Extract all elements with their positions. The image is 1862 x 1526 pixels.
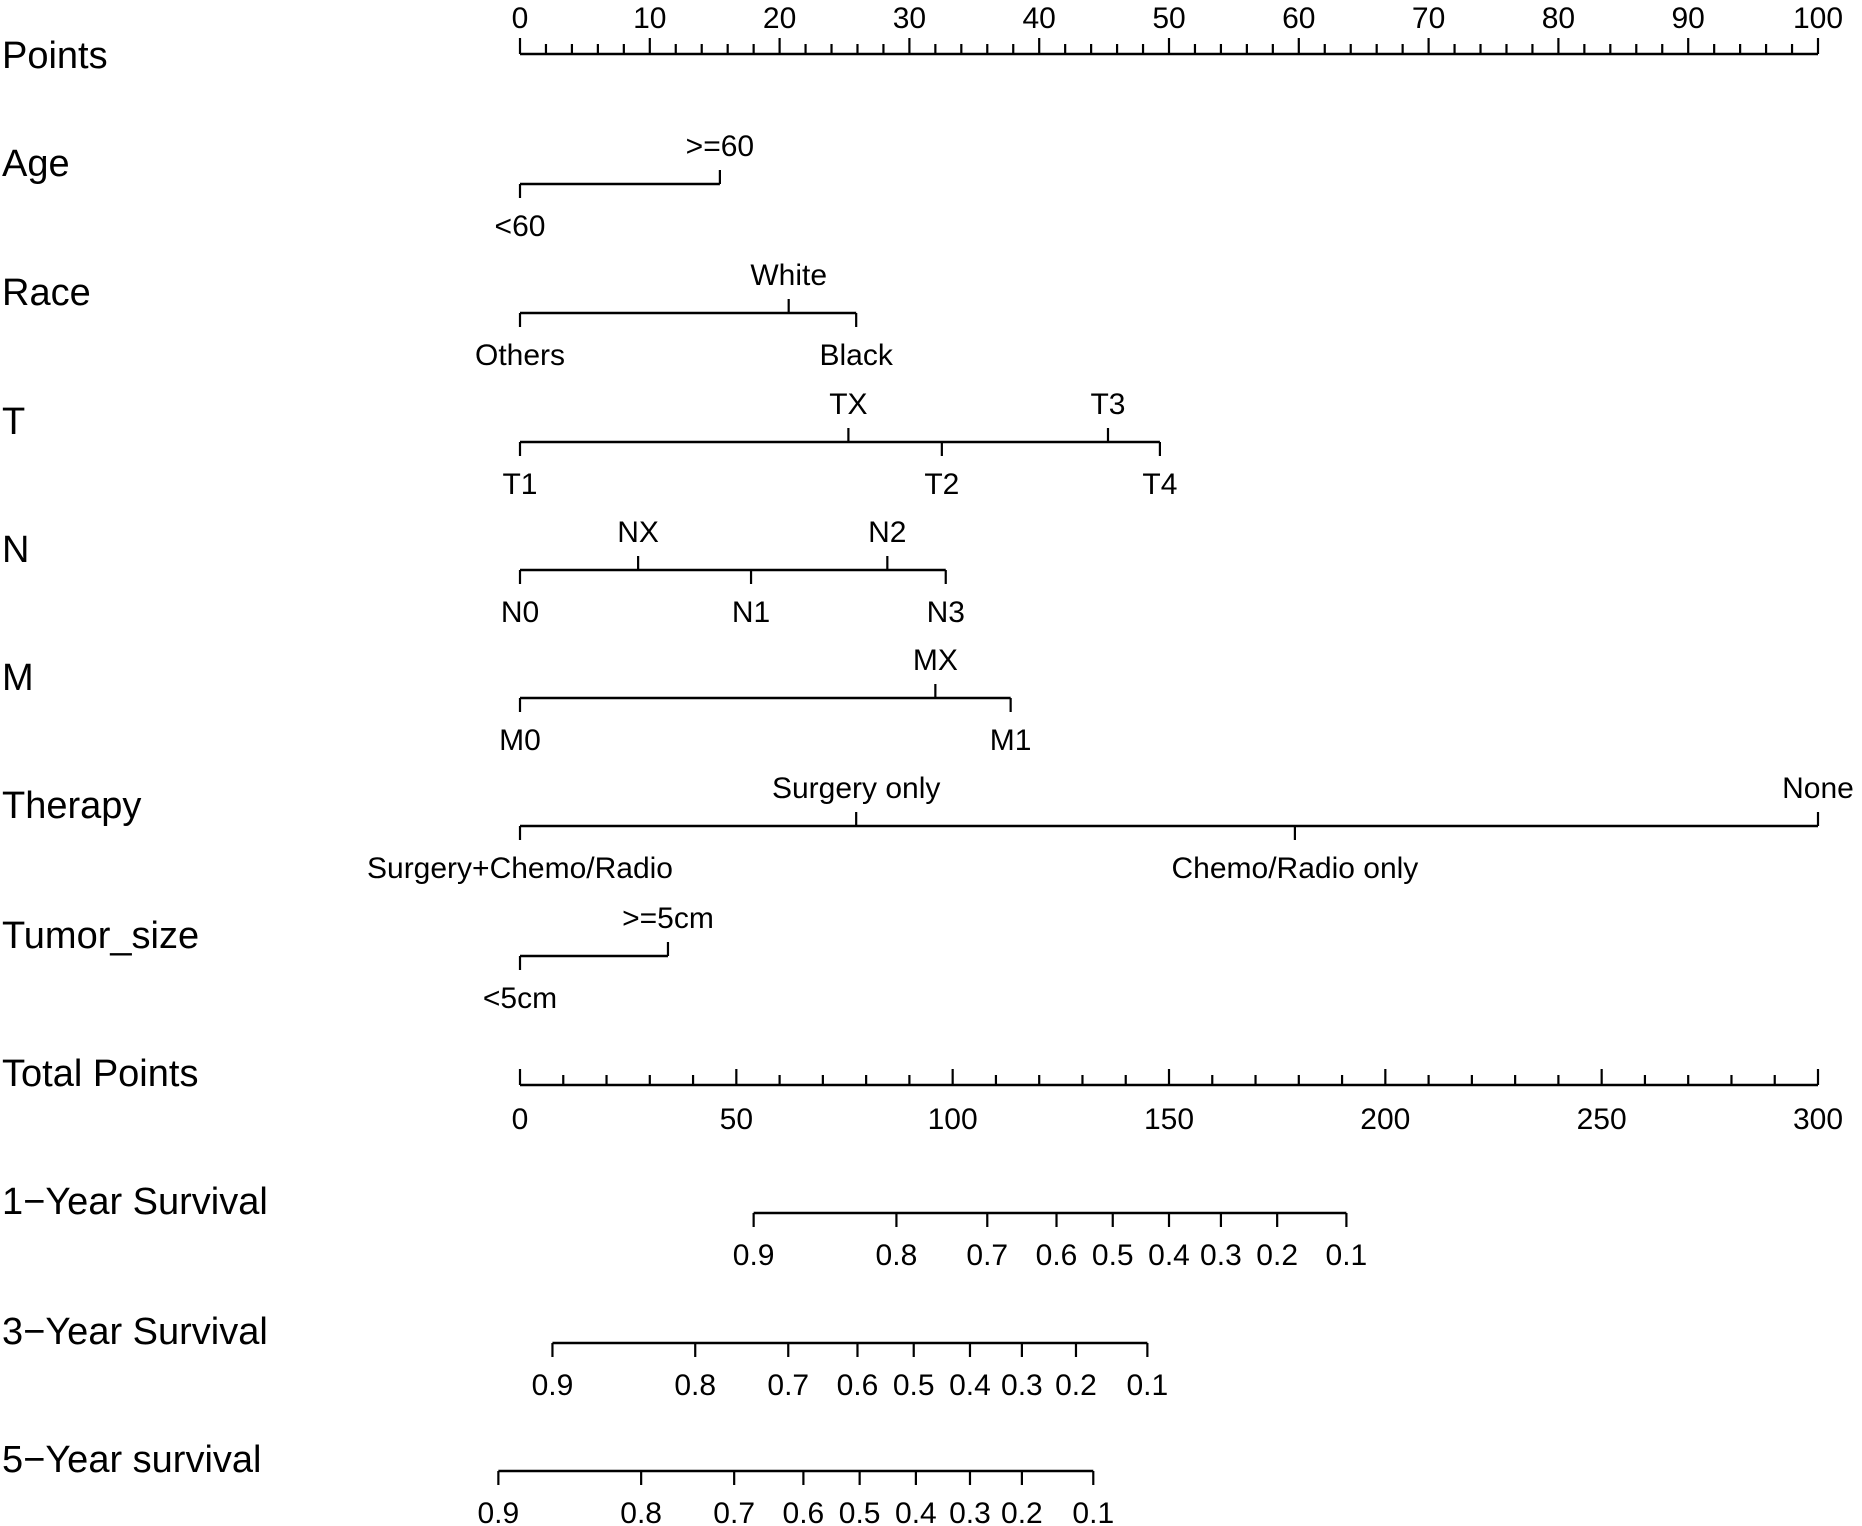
total-points-tick-label: 300 [1792, 1103, 1844, 1136]
points-axis-tick-label: 0 [511, 2, 529, 35]
survival-axis-label-1: 1−Year Survival [2, 1181, 268, 1223]
survival-tick-label: 0.7 [966, 1239, 1009, 1272]
level-label-m: MX [912, 644, 958, 677]
survival-tick-label: 0.8 [875, 1239, 918, 1272]
survival-tick-label: 0.6 [1035, 1239, 1078, 1272]
points-axis-tick-label: 50 [1152, 2, 1186, 35]
total-points-tick-label: 250 [1576, 1103, 1627, 1136]
survival-tick-label: 0.3 [1001, 1369, 1043, 1402]
level-label-t: TX [829, 388, 868, 421]
survival-tick-label: 0.1 [1126, 1369, 1169, 1402]
level-label-n: N0 [500, 596, 540, 629]
points-axis-tick-label: 80 [1541, 2, 1576, 35]
level-label-tumor-size: >=5cm [622, 902, 714, 935]
survival-tick-label: 0.7 [767, 1369, 810, 1402]
points-axis-tick-label: 100 [1792, 2, 1844, 35]
total-points-label: Total Points [2, 1053, 199, 1095]
total-points-tick-label: 0 [511, 1103, 529, 1136]
survival-axis-label-2: 3−Year Survival [2, 1311, 268, 1353]
survival-tick-label: 0.5 [892, 1369, 935, 1402]
survival-axis-label-3: 5−Year survival [2, 1439, 262, 1481]
level-label-n: N3 [926, 596, 965, 629]
survival-tick-label: 0.9 [732, 1239, 775, 1272]
variable-label-t: T [2, 401, 26, 443]
survival-tick-label: 0.4 [1148, 1239, 1190, 1272]
level-label-m: M1 [989, 724, 1032, 757]
level-label-t: T4 [1142, 468, 1178, 501]
survival-tick-label: 0.9 [531, 1369, 574, 1402]
level-label-m: M0 [499, 724, 541, 757]
total-points-tick-label: 100 [927, 1103, 978, 1136]
variable-label-m: M [2, 657, 34, 699]
nomogram-layer [2, 2, 1854, 1526]
points-axis-tick-label: 70 [1411, 2, 1446, 35]
level-label-race: Others [474, 339, 566, 372]
survival-tick-label: 0.7 [713, 1497, 756, 1526]
survival-tick-label: 0.2 [1055, 1369, 1097, 1402]
survival-tick-label: 0.5 [1091, 1239, 1134, 1272]
level-label-n: N1 [731, 596, 771, 629]
total-points-tick-label: 50 [719, 1103, 754, 1136]
level-label-therapy: Surgery only [771, 772, 941, 805]
points-axis-tick-label: 20 [762, 2, 797, 35]
variable-label-race: Race [2, 272, 91, 314]
variable-label-n: N [2, 529, 30, 571]
points-axis-tick-label: 10 [633, 2, 667, 35]
level-label-therapy: None [1782, 772, 1854, 805]
points-axis-tick-label: 40 [1022, 2, 1056, 35]
level-label-tumor-size: <5cm [482, 982, 558, 1015]
total-points-tick-label: 150 [1143, 1103, 1195, 1136]
level-label-therapy: Surgery+Chemo/Radio [367, 852, 673, 885]
level-label-t: T1 [502, 468, 538, 501]
variable-label-tumor-size: Tumor_size [2, 915, 200, 957]
points-axis-tick-label: 60 [1282, 2, 1316, 35]
survival-tick-label: 0.8 [620, 1497, 663, 1526]
level-label-age: <60 [494, 210, 546, 243]
variable-label-therapy: Therapy [2, 785, 142, 827]
survival-tick-label: 0.6 [836, 1369, 879, 1402]
points-axis-label: Points [2, 35, 108, 77]
survival-tick-label: 0.2 [1256, 1239, 1299, 1272]
level-label-age: >=60 [685, 130, 755, 163]
level-label-therapy: Chemo/Radio only [1171, 852, 1419, 885]
level-label-n: NX [617, 516, 659, 549]
survival-tick-label: 0.6 [782, 1497, 825, 1526]
level-label-t: T2 [924, 468, 960, 501]
points-axis-tick-label: 30 [892, 2, 927, 35]
survival-tick-label: 0.3 [1200, 1239, 1242, 1272]
level-label-race: Black [819, 339, 893, 372]
survival-tick-label: 0.8 [674, 1369, 717, 1402]
survival-tick-label: 0.2 [1001, 1497, 1043, 1526]
points-axis-tick-label: 90 [1671, 2, 1705, 35]
variable-label-age: Age [2, 143, 70, 185]
survival-tick-label: 0.9 [477, 1497, 520, 1526]
survival-tick-label: 0.1 [1325, 1239, 1368, 1272]
total-points-tick-label: 200 [1360, 1103, 1411, 1136]
level-label-n: N2 [868, 516, 907, 549]
survival-tick-label: 0.3 [949, 1497, 991, 1526]
survival-tick-label: 0.5 [838, 1497, 881, 1526]
survival-tick-label: 0.4 [895, 1497, 937, 1526]
survival-tick-label: 0.4 [949, 1369, 991, 1402]
level-label-t: T3 [1090, 388, 1126, 421]
survival-tick-label: 0.1 [1072, 1497, 1115, 1526]
level-label-race: White [750, 259, 828, 292]
